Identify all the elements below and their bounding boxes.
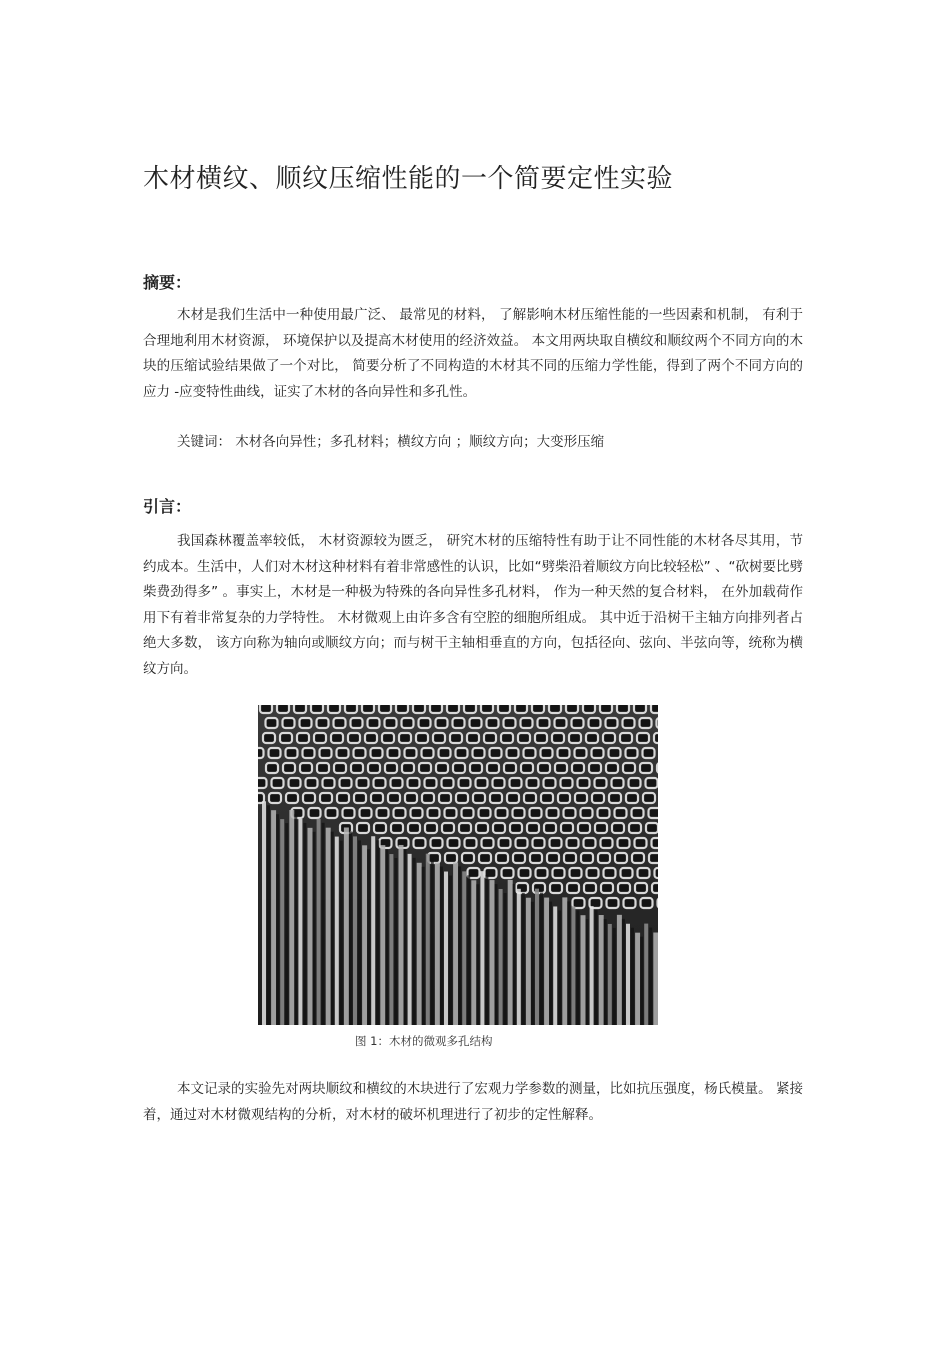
intro-body: 我国森林覆盖率较低， 木材资源较为匮乏， 研究木材的压缩特性有助于让不同性能的木材各尽其用，节约成本。生活中，人们对木材这种材料有着非常感性的认识，比如“劈柴沿着顺纹方向比较轻松” 、“砍树要比劈柴费劲得多” 。事实上，木材是一种极为特殊的各向异性多孔材料， 作为一种天然的复合材料， 在外加载荷作用下有着非常复杂的力学特性。 木材微观上由许多含有空腔的细胞所组成。 其中近于沿树干主轴方向排列者占绝大多数， 该方向称为轴向或顺纹方向；而与树干主轴相垂直的方向，包括径向、弦向、半弦向等，统称为横纹方向。: [143, 533, 803, 677]
closing-body: 本文记录的实验先对两块顺纹和横纹的木块进行了宏观力学参数的测量，比如抗压强度，杨氏模量。 紧接着，通过对木材微观结构的分析，对木材的破坏机理进行了初步的定性解释。: [143, 1081, 803, 1123]
wood-microstructure-image: [258, 705, 658, 1025]
figure-caption: 图 1：木材的微观多孔结构: [355, 1034, 493, 1048]
abstract-heading: 摘要：: [143, 273, 192, 292]
intro-heading: 引言：: [143, 497, 192, 516]
keywords: 关键词： 木材各向异性；多孔材料；横纹方向 ；顺纹方向；大变形压缩: [177, 434, 605, 450]
abstract-body: 木材是我们生活中一种使用最广泛、 最常见的材料， 了解影响木材压缩性能的一些因素和机制， 有利于合理地利用木材资源， 环境保护以及提高木材使用的经济效益。 本文用两块取自横纹和顺纹两个不同方向的木块的压缩试验结果做了一个对比， 简要分析了不同构造的木材其不同的压缩力学性能，得到了两个不同方向的应力 -应变特性曲线，证实了木材的各向异性和多孔性。: [143, 307, 803, 400]
paper-title: 木材横纹、顺纹压缩性能的一个简要定性实验: [143, 164, 674, 194]
